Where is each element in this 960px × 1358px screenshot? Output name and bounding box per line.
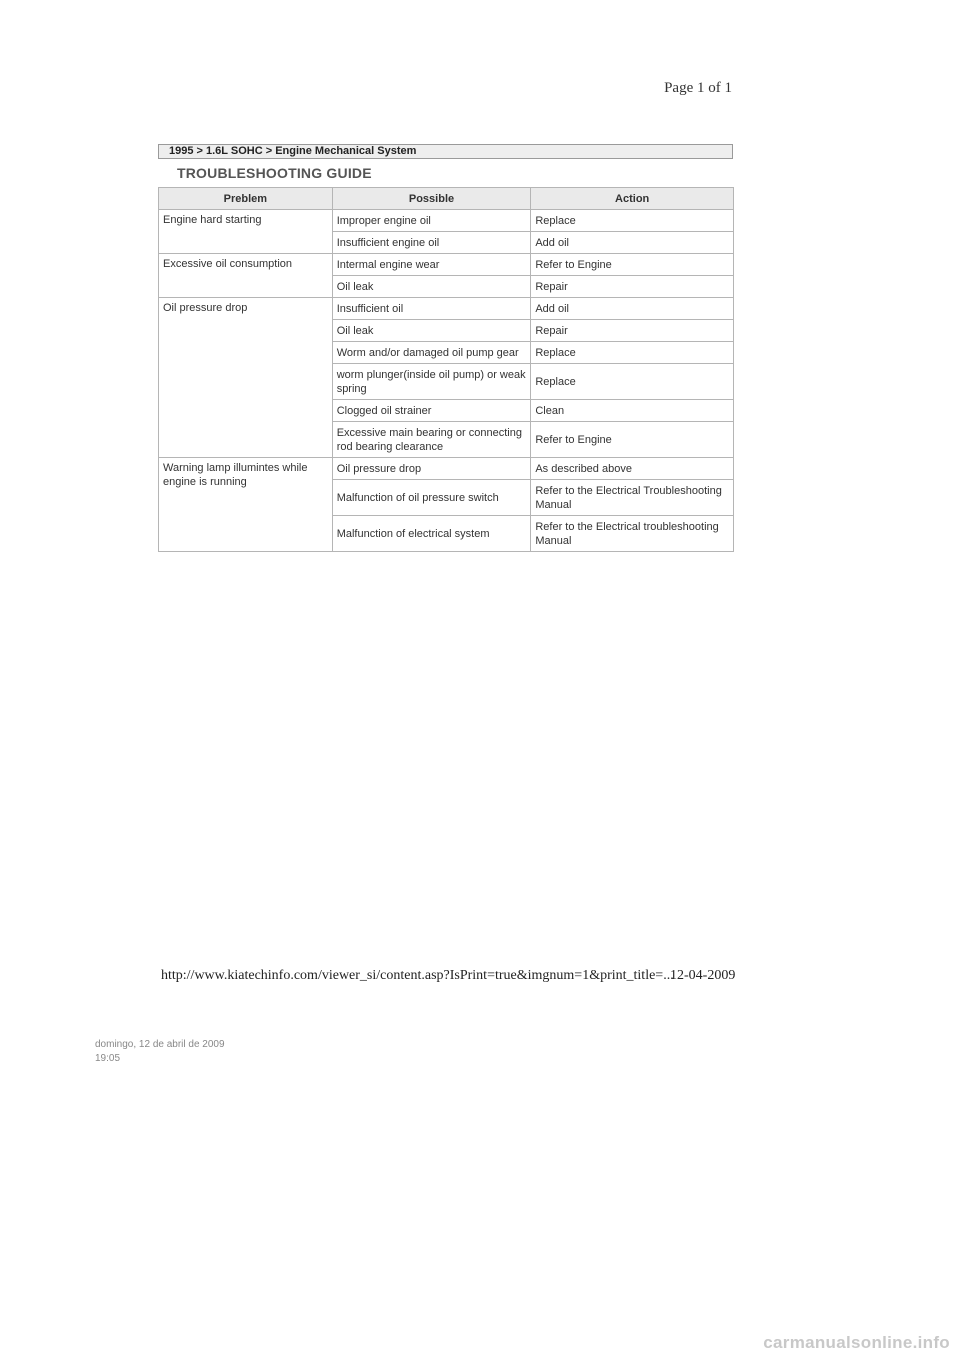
action-cell: Refer to Engine xyxy=(531,254,734,276)
possible-cell: Improper engine oil xyxy=(332,210,531,232)
possible-cell: Insufficient oil xyxy=(332,298,531,320)
page-number: Page 1 of 1 xyxy=(664,80,732,96)
possible-cell: Insufficient engine oil xyxy=(332,232,531,254)
action-cell: Refer to Engine xyxy=(531,422,734,458)
header-action: Action xyxy=(531,188,734,210)
watermark: carmanualsonline.info xyxy=(763,1333,950,1352)
possible-cell: Intermal engine wear xyxy=(332,254,531,276)
stamp-date: domingo, 12 de abril de 2009 xyxy=(95,1039,225,1050)
possible-cell: Clogged oil strainer xyxy=(332,400,531,422)
stamp-time: 19:05 xyxy=(95,1053,121,1064)
header-problem: Preblem xyxy=(159,188,333,210)
table-row xyxy=(159,254,734,276)
action-cell: Repair xyxy=(531,320,734,342)
action-cell: Add oil xyxy=(531,298,734,320)
footer-date: 12-04-2009 xyxy=(670,968,736,983)
action-cell: Replace xyxy=(531,364,734,400)
footer-url: http://www.kiatechinfo.com/viewer_si/content.asp?IsPrint=true&imgnum=1&print_title=... xyxy=(161,968,674,983)
possible-cell: Oil leak xyxy=(332,276,531,298)
possible-cell: Malfunction of electrical system xyxy=(332,516,531,552)
action-cell: Add oil xyxy=(531,232,734,254)
problem-cell: Excessive oil consumption xyxy=(159,254,333,298)
breadcrumb: 1995 > 1.6L SOHC > Engine Mechanical System xyxy=(158,144,733,159)
possible-cell: Oil pressure drop xyxy=(332,458,531,480)
troubleshooting-table xyxy=(158,187,734,552)
problem-cell: Engine hard starting xyxy=(159,210,333,254)
action-cell: Refer to the Electrical troubleshooting Manual xyxy=(531,516,734,552)
action-cell: As described above xyxy=(531,458,734,480)
possible-cell: Worm and/or damaged oil pump gear xyxy=(332,342,531,364)
action-cell: Replace xyxy=(531,210,734,232)
table-row xyxy=(159,298,734,320)
action-cell: Refer to the Electrical Troubleshooting Manual xyxy=(531,480,734,516)
possible-cell: Oil leak xyxy=(332,320,531,342)
possible-cell: Malfunction of oil pressure switch xyxy=(332,480,531,516)
problem-cell: Warning lamp illumintes while engine is running xyxy=(159,458,333,552)
action-cell: Replace xyxy=(531,342,734,364)
action-cell: Clean xyxy=(531,400,734,422)
page-title: TROUBLESHOOTING GUIDE xyxy=(177,165,372,181)
action-cell: Repair xyxy=(531,276,734,298)
table-row xyxy=(159,458,734,480)
table-header-row xyxy=(159,188,734,210)
possible-cell: worm plunger(inside oil pump) or weak spring xyxy=(332,364,531,400)
possible-cell: Excessive main bearing or connecting rod bearing clearance xyxy=(332,422,531,458)
header-possible: Possible xyxy=(332,188,531,210)
problem-cell: Oil pressure drop xyxy=(159,298,333,458)
table-row xyxy=(159,210,734,232)
